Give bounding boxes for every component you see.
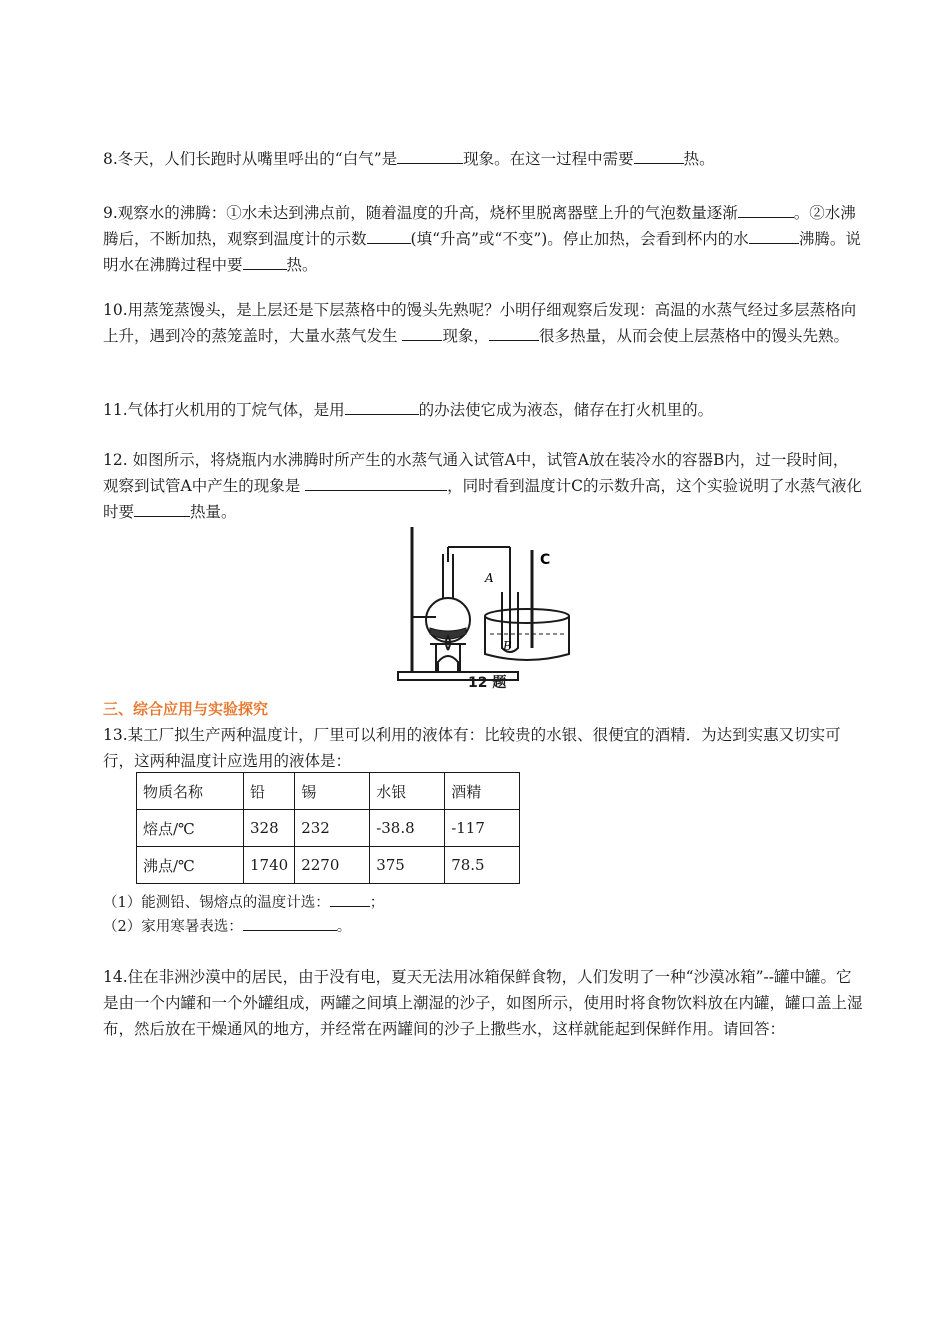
- table-cell: 232: [295, 810, 370, 847]
- distillation-apparatus-figure: [390, 522, 580, 694]
- table-cell: 78.5: [445, 847, 520, 884]
- table-cell: 1740: [244, 847, 295, 884]
- table-cell: 沸点/℃: [137, 847, 244, 884]
- table-header: 锡: [295, 773, 370, 810]
- question-13-part-2: （2）家用寒暑表选： 。: [103, 914, 863, 939]
- answer-blank[interactable]: [330, 890, 370, 907]
- label-b: B: [503, 639, 512, 653]
- question-8: 8.冬天，人们长跑时从嘴里呼出的“白气”是 现象。在这一过程中需要 热。: [103, 146, 863, 172]
- label-a: A: [485, 571, 494, 585]
- table-cell: -38.8: [370, 810, 445, 847]
- alcohol-lamp: [438, 656, 458, 672]
- question-14: 14.住在非洲沙漠中的居民，由于没有电，夏天无法用冰箱保鲜食物，人们发明了一种“沙漠冰箱”--罐中罐。它是由一个内罐和一个外罐组成，两罐之间填上潮湿的沙子，如图所示，使用时将食物饮料放在内罐，罐口盖上湿布，然后放在干燥通风的地方，并经常在两罐间的沙子上撒些水，这样就能起到保鲜作用。请回答：: [103, 968, 863, 1038]
- question-13: 13.某工厂拟生产两种温度计，厂里可以利用的液体有：比较贵的水银、很便宜的酒精．为达到实惠又切实可行，这两种温度计应选用的液体是：: [103, 726, 841, 770]
- table-cell: 熔点/℃: [137, 810, 244, 847]
- material-table: [136, 772, 520, 884]
- question-11: 11.气体打火机用的丁烷气体，是用 的办法使它成为液态，储存在打火机里的。: [103, 397, 863, 423]
- answer-blank[interactable]: [634, 147, 684, 164]
- table-header: 物质名称: [137, 773, 244, 810]
- question-9: 9.观察水的沸腾：①水未达到沸点前，随着温度的升高，烧杯里脱离器壁上升的气泡数量逐渐 。②水沸腾后，不断加热，观察到温度计的示数 (填“升高”或“不变”)。停止加热，会看到杯内的水 沸腾。说明水在沸腾过程中要 热。: [103, 200, 869, 278]
- table-cell: -117: [445, 810, 520, 847]
- answer-blank[interactable]: [243, 253, 287, 270]
- answer-blank[interactable]: [243, 914, 337, 931]
- table-header-row: [137, 773, 520, 810]
- answer-blank[interactable]: [489, 324, 539, 341]
- table-header: 水银: [370, 773, 445, 810]
- table-cell: 328: [244, 810, 295, 847]
- table-cell: 375: [370, 847, 445, 884]
- answer-blank[interactable]: [305, 474, 447, 491]
- container-b-rim: [485, 609, 569, 623]
- answer-blank[interactable]: [397, 147, 463, 164]
- table-header: 铅: [244, 773, 295, 810]
- label-c: C: [540, 552, 551, 568]
- answer-blank[interactable]: [749, 227, 799, 244]
- table-header: 酒精: [445, 773, 520, 810]
- answer-blank[interactable]: [738, 201, 794, 218]
- section-title: 三、综合应用与实验探究: [103, 700, 269, 718]
- question-13-part-1: （1）能测铅、锡熔点的温度计选： ；: [103, 890, 863, 915]
- question-12: 12. 如图所示，将烧瓶内水沸腾时所产生的水蒸气通入试管A中，试管A放在装冷水的容器B内，过一段时间，观察到试管A中产生的现象是 ，同时看到温度计C的示数升高，这个实验说明了水蒸气液化时要 热量。: [103, 451, 862, 521]
- question-10: 10.用蒸笼蒸馒头，是上层还是下层蒸格中的馒头先熟呢？小明仔细观察后发现：高温的水蒸气经过多层蒸格向上升，遇到冷的蒸笼盖时，大量水蒸气发生 现象， 很多热量，从而会使上层蒸格中的馒头先熟。: [103, 301, 857, 345]
- answer-blank[interactable]: [367, 227, 411, 244]
- answer-blank[interactable]: [134, 500, 190, 517]
- table-row: [137, 810, 520, 847]
- answer-blank[interactable]: [345, 398, 419, 415]
- answer-blank[interactable]: [402, 324, 442, 341]
- table-cell: 2270: [295, 847, 370, 884]
- table-row: [137, 847, 520, 884]
- figure-caption: 12 题: [468, 675, 507, 691]
